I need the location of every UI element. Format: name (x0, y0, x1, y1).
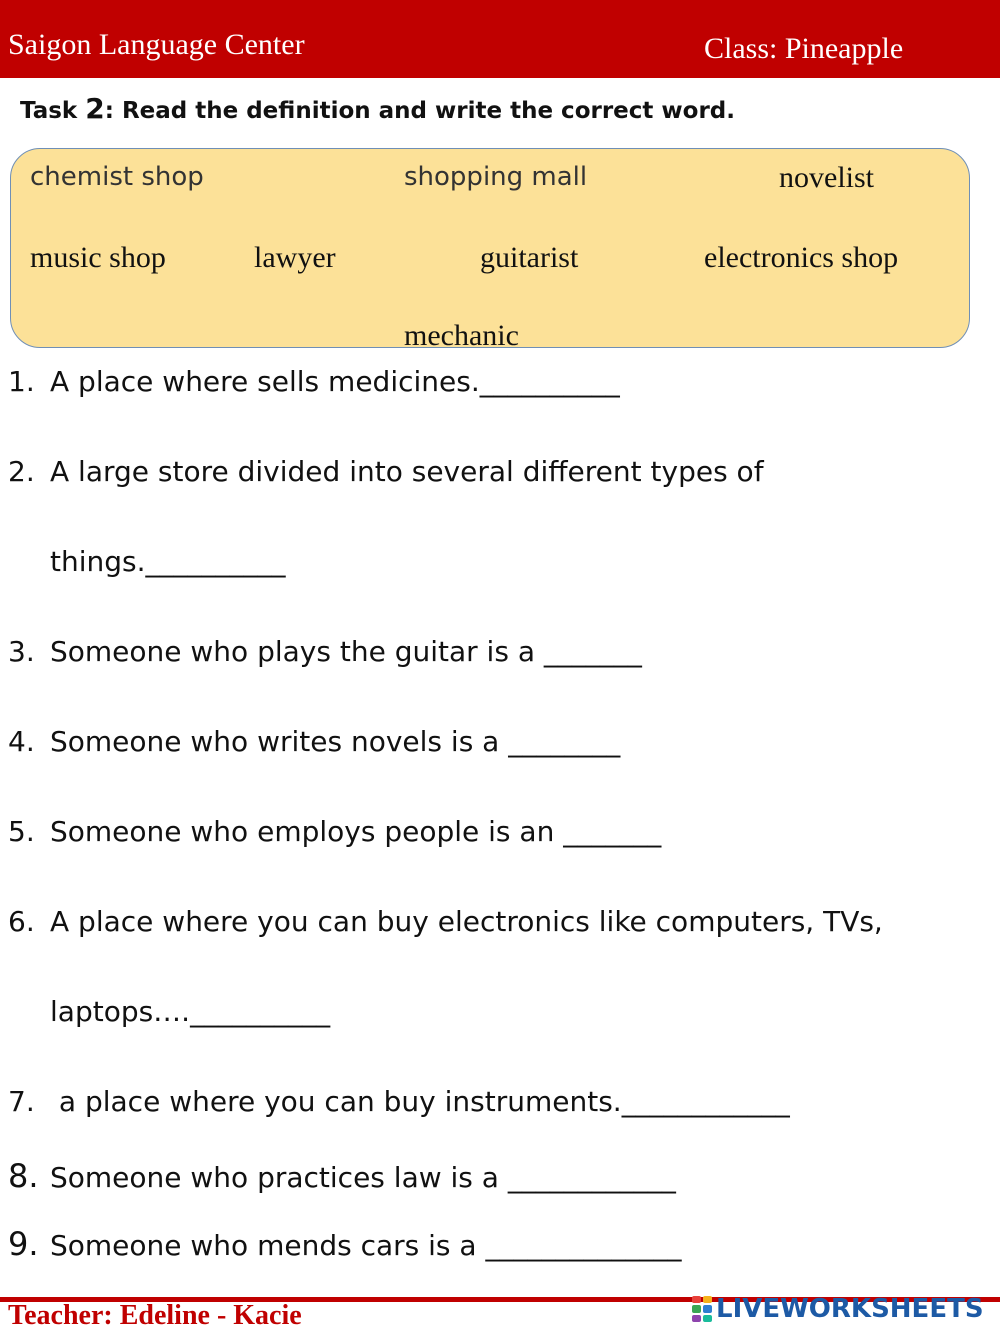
word-bank-item: electronics shop (704, 241, 899, 274)
header-bar (0, 0, 1000, 78)
word-bank-item: novelist (779, 161, 874, 194)
school-name: Saigon Language Center (8, 28, 305, 61)
word-bank (10, 148, 970, 352)
question-text: Someone who plays the guitar is a _______ (50, 635, 642, 668)
question-number: 7. (8, 1085, 35, 1118)
question-text: a place where you can buy instruments.____________ (50, 1085, 790, 1118)
liveworksheets-logo (692, 1294, 984, 1324)
liveworksheets-wordmark: LIVEWORKSHEETS (716, 1294, 984, 1324)
question-text: Someone who practices law is a ____________ (50, 1161, 676, 1194)
teacher-credit: Teacher: Edeline - Kacie (8, 1300, 302, 1331)
question-7 (8, 1085, 790, 1118)
question-text: A large store divided into several different types of (50, 455, 764, 488)
question-3 (8, 635, 642, 668)
question-2 (8, 455, 764, 488)
word-bank-item: shopping mall (404, 162, 588, 192)
question-number: 2. (8, 455, 35, 488)
task-prefix: Task (20, 98, 86, 124)
question-5 (8, 815, 661, 848)
task-text: : Read the definition and write the correct word. (104, 98, 736, 124)
task-number: 2 (85, 92, 105, 125)
question-text: Someone who writes novels is a ________ (50, 725, 621, 758)
word-bank-item: music shop (30, 241, 166, 274)
question-number: 9. (8, 1225, 39, 1263)
question-text: Someone who employs people is an _______ (50, 815, 662, 848)
question-8 (8, 1157, 676, 1195)
question-9 (8, 1225, 681, 1263)
question-number: 6. (8, 905, 35, 938)
question-number: 4. (8, 725, 35, 758)
question-2-continuation: things.__________ (50, 545, 286, 578)
word-bank-item: chemist shop (30, 162, 204, 192)
question-4 (8, 725, 620, 758)
question-text: Someone who mends cars is a ______________ (50, 1229, 682, 1262)
question-6-continuation: laptops….__________ (50, 995, 331, 1028)
question-1 (8, 365, 620, 398)
word-bank-item: guitarist (480, 241, 579, 274)
question-number: 1. (8, 365, 35, 398)
class-label: Class: Pineapple (704, 32, 904, 65)
word-bank-item: mechanic (404, 319, 519, 352)
question-6 (8, 905, 883, 938)
question-number: 8. (8, 1157, 39, 1195)
task-instruction (20, 92, 735, 125)
question-text: A place where you can buy electronics like computers, TVs, (50, 905, 883, 938)
question-text: A place where sells medicines.__________ (50, 365, 620, 398)
liveworksheets-icon (692, 1296, 712, 1322)
question-number: 5. (8, 815, 35, 848)
word-bank-item: lawyer (254, 241, 336, 274)
question-number: 3. (8, 635, 35, 668)
